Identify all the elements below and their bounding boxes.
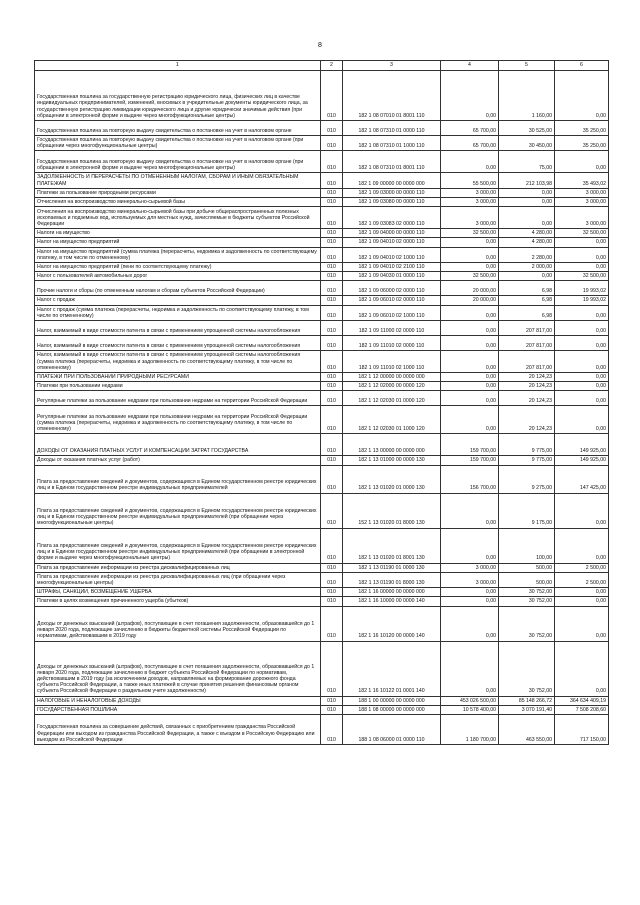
row-kbk: 182 1 09 04030 01 0000 110 — [343, 272, 441, 281]
row-kbk: 182 1 09 11000 02 0000 110 — [343, 321, 441, 336]
table-row — [35, 272, 609, 281]
row-name: Доходы от денежных взысканий (штрафов), поступающие в счет погашения задолженности, образовавшейся до 1 января 2020 года, подлежащие зачислению в бюджеты бюджетной системы Российской Федерации по нормативам, действовавшим в 2019 году — [35, 606, 321, 641]
row-fact: 1 160,00 — [499, 71, 555, 121]
col-header: 6 — [555, 61, 609, 71]
row-kbk: 182 1 09 04010 02 1000 110 — [343, 247, 441, 262]
row-rest: 0,00 — [555, 238, 609, 247]
col-header: 4 — [441, 61, 499, 71]
row-plan: 0,00 — [441, 71, 499, 121]
row-code: 010 — [321, 391, 343, 406]
row-kbk: 182 1 12 00000 00 0000 000 — [343, 373, 441, 382]
row-kbk: 188 1 08 00000 00 0000 000 — [343, 705, 441, 714]
row-name: Налог с продаж — [35, 296, 321, 305]
row-rest: 0,00 — [555, 382, 609, 391]
row-rest: 149 925,00 — [555, 434, 609, 456]
row-rest: 3 000,00 — [555, 207, 609, 229]
table-row — [35, 136, 609, 151]
row-fact: 0,00 — [499, 272, 555, 281]
row-plan: 3 000,00 — [441, 563, 499, 572]
row-rest: 0,00 — [555, 606, 609, 641]
row-plan: 0,00 — [441, 305, 499, 320]
row-fact: 0,00 — [499, 188, 555, 197]
row-code: 010 — [321, 434, 343, 456]
table-row — [35, 71, 609, 121]
row-kbk: 182 1 08 07010 01 8001 110 — [343, 71, 441, 121]
row-name: Налог с пользователей автомобильных дорог — [35, 272, 321, 281]
row-name: Государственная пошлина за повторную выдачу свидетельства о постановке на учет в налоговом органе (при обращении в электронной форме и выдаче через многофункциональные центры) — [35, 151, 321, 173]
row-rest: 0,00 — [555, 641, 609, 696]
row-plan: 156 700,00 — [441, 465, 499, 493]
row-kbk: 152 1 13 01020 01 8000 130 — [343, 493, 441, 528]
row-plan: 0,00 — [441, 641, 499, 696]
row-rest: 0,00 — [555, 406, 609, 434]
row-code: 010 — [321, 198, 343, 207]
row-rest: 0,00 — [555, 493, 609, 528]
row-name: Регулярные платежи за пользование недрами при пользовании недрами на территории Российской Федерации — [35, 391, 321, 406]
table-row — [35, 465, 609, 493]
row-rest: 0,00 — [555, 151, 609, 173]
row-name: Плата за предоставление сведений и документов, содержащихся в Едином государственном реестре юридических лиц и в Едином государственном реестре индивидуальных предпринимателей (при обращении через многофункциональные центры) — [35, 493, 321, 528]
row-fact: 4 280,00 — [499, 229, 555, 238]
row-code: 010 — [321, 121, 343, 136]
row-kbk: 182 1 16 10000 00 0000 140 — [343, 597, 441, 606]
table-row — [35, 321, 609, 336]
row-rest: 19 993,02 — [555, 296, 609, 305]
row-plan: 65 700,00 — [441, 121, 499, 136]
row-plan: 0,00 — [441, 263, 499, 272]
row-fact: 207 817,00 — [499, 336, 555, 351]
row-name: ЗАДОЛЖЕННОСТЬ И ПЕРЕРАСЧЕТЫ ПО ОТМЕНЕННЫМ НАЛОГАМ, СБОРАМ И ИНЫМ ОБЯЗАТЕЛЬНЫМ ПЛАТЕЖАМ — [35, 173, 321, 188]
row-kbk: 182 1 16 10122 01 0001 140 — [343, 641, 441, 696]
table-row — [35, 572, 609, 587]
row-plan: 0,00 — [441, 493, 499, 528]
row-kbk: 182 1 08 07310 01 8001 110 — [343, 151, 441, 173]
row-plan: 0,00 — [441, 382, 499, 391]
table-row — [35, 296, 609, 305]
row-kbk: 182 1 13 01020 01 8001 130 — [343, 528, 441, 563]
row-rest: 0,00 — [555, 528, 609, 563]
row-kbk: 182 1 09 04010 02 2100 110 — [343, 263, 441, 272]
row-plan: 0,00 — [441, 406, 499, 434]
row-plan: 0,00 — [441, 351, 499, 373]
row-fact: 4 280,00 — [499, 238, 555, 247]
row-code: 010 — [321, 207, 343, 229]
row-plan: 55 500,00 — [441, 173, 499, 188]
row-code: 010 — [321, 715, 343, 745]
row-plan: 32 500,00 — [441, 229, 499, 238]
table-row — [35, 305, 609, 320]
row-fact: 207 817,00 — [499, 351, 555, 373]
row-code: 010 — [321, 247, 343, 262]
row-kbk: 182 1 09 06010 02 1000 110 — [343, 305, 441, 320]
row-fact: 2 000,00 — [499, 263, 555, 272]
row-kbk: 182 1 16 10120 00 0000 140 — [343, 606, 441, 641]
row-rest: 0,00 — [555, 391, 609, 406]
row-rest: 2 500,00 — [555, 563, 609, 572]
row-fact: 6,98 — [499, 296, 555, 305]
row-plan: 0,00 — [441, 151, 499, 173]
row-kbk: 182 1 09 00000 00 0000 000 — [343, 173, 441, 188]
row-rest: 19 993,02 — [555, 281, 609, 296]
row-plan: 453 026 500,00 — [441, 696, 499, 705]
row-rest: 0,00 — [555, 71, 609, 121]
row-name: Отчисления на воспроизводство минерально-сырьевой базы — [35, 198, 321, 207]
row-plan: 0,00 — [441, 528, 499, 563]
row-fact: 75,00 — [499, 151, 555, 173]
row-name: Платежи в целях возмещения причиненного ущерба (убытков) — [35, 597, 321, 606]
row-kbk: 182 1 13 00000 00 0000 000 — [343, 434, 441, 456]
row-code: 010 — [321, 493, 343, 528]
row-rest: 2 500,00 — [555, 572, 609, 587]
row-fact: 463 550,00 — [499, 715, 555, 745]
row-rest: 717 150,00 — [555, 715, 609, 745]
row-code: 010 — [321, 151, 343, 173]
row-fact: 30 450,00 — [499, 136, 555, 151]
col-header: 5 — [499, 61, 555, 71]
row-name: ГОСУДАРСТВЕННАЯ ПОШЛИНА — [35, 705, 321, 714]
row-code: 010 — [321, 528, 343, 563]
row-rest: 0,00 — [555, 321, 609, 336]
row-code: 010 — [321, 705, 343, 714]
row-kbk: 188 1 08 06000 01 0000 110 — [343, 715, 441, 745]
row-name: Прочие налоги и сборы (по отмененным налогам и сборам субъектов Российской Федерации) — [35, 281, 321, 296]
row-fact: 20 124,23 — [499, 406, 555, 434]
row-fact: 30 752,00 — [499, 588, 555, 597]
table-row — [35, 528, 609, 563]
row-name: НАЛОГОВЫЕ И НЕНАЛОГОВЫЕ ДОХОДЫ — [35, 696, 321, 705]
row-code: 010 — [321, 572, 343, 587]
row-rest: 3 000,00 — [555, 198, 609, 207]
row-rest: 0,00 — [555, 305, 609, 320]
row-kbk: 182 1 09 04000 00 0000 110 — [343, 229, 441, 238]
row-rest: 0,00 — [555, 588, 609, 597]
row-fact: 500,00 — [499, 572, 555, 587]
row-code: 010 — [321, 272, 343, 281]
table-row — [35, 238, 609, 247]
row-code: 010 — [321, 296, 343, 305]
col-header: 2 — [321, 61, 343, 71]
row-plan: 0,00 — [441, 321, 499, 336]
row-fact: 212 103,98 — [499, 173, 555, 188]
header-row — [35, 61, 609, 71]
row-plan: 0,00 — [441, 597, 499, 606]
row-name: Налоги на имущество — [35, 229, 321, 238]
row-rest: 35 493,02 — [555, 173, 609, 188]
table-row — [35, 705, 609, 714]
row-code: 010 — [321, 71, 343, 121]
row-name: Государственная пошлина за повторную выдачу свидетельства о постановке на учет в налоговом органе (при обращении через многофункциональные центры) — [35, 136, 321, 151]
row-fact: 0,00 — [499, 207, 555, 229]
row-code: 010 — [321, 465, 343, 493]
row-plan: 0,00 — [441, 391, 499, 406]
row-name: Плата за предоставление сведений и документов, содержащихся в Едином государственном реестре юридических лиц и в Едином государственном реестре индивидуальных предпринимателей — [35, 465, 321, 493]
row-rest: 32 500,00 — [555, 272, 609, 281]
row-fact: 85 148 266,72 — [499, 696, 555, 705]
row-code: 010 — [321, 588, 343, 597]
row-name: Налог на имущество предприятий (сумма платежа (перерасчеты, недоимка и задолженность по соответствующему платежу, в том числе по отмененному) — [35, 247, 321, 262]
row-kbk: 182 1 09 03083 02 0000 110 — [343, 207, 441, 229]
table-row — [35, 588, 609, 597]
row-code: 010 — [321, 641, 343, 696]
row-fact: 3 070 191,40 — [499, 705, 555, 714]
table-row — [35, 373, 609, 382]
row-kbk: 182 1 16 00000 00 0000 000 — [343, 588, 441, 597]
page-number: 8 — [318, 42, 322, 49]
row-name: Государственная пошлина за государственную регистрацию юридического лица, физических лиц в качестве индивидуальных предпринимателей, изменений, вносимых в учредительные документы юридического лица, за государственную регистрацию ликвидации юридического лица и другие юридически значимые действия (при обращении в электронной форме и выдаче через многофункциональные центры) — [35, 71, 321, 121]
row-rest: 0,00 — [555, 597, 609, 606]
row-name: Регулярные платежи за пользование недрами при пользовании недрами на территории Российской Федерации (сумма платежа (перерасчеты, недоимка и задолженность по соответствующему платежу, в том числе по отмененному) — [35, 406, 321, 434]
table-row — [35, 188, 609, 197]
row-kbk: 182 1 12 02030 01 1000 120 — [343, 406, 441, 434]
row-rest: 364 634 409,19 — [555, 696, 609, 705]
row-name: Налог на имущество предприятий — [35, 238, 321, 247]
row-plan: 20 000,00 — [441, 296, 499, 305]
row-rest: 0,00 — [555, 336, 609, 351]
row-name: Налог на имущество предприятий (пени по соответствующему платежу) — [35, 263, 321, 272]
row-kbk: 182 1 12 02030 01 0000 120 — [343, 391, 441, 406]
row-fact: 20 124,23 — [499, 373, 555, 382]
row-fact: 2 280,00 — [499, 247, 555, 262]
row-kbk: 182 1 09 11010 02 1000 110 — [343, 351, 441, 373]
row-plan: 20 000,00 — [441, 281, 499, 296]
table-row — [35, 715, 609, 745]
table-row — [35, 493, 609, 528]
row-fact: 20 124,23 — [499, 382, 555, 391]
row-name: Доходы от оказания платных услуг (работ) — [35, 456, 321, 465]
row-rest: 35 250,00 — [555, 121, 609, 136]
row-plan: 0,00 — [441, 336, 499, 351]
row-code: 010 — [321, 696, 343, 705]
table-row — [35, 198, 609, 207]
row-rest: 147 425,00 — [555, 465, 609, 493]
row-code: 010 — [321, 173, 343, 188]
row-code: 010 — [321, 373, 343, 382]
row-fact: 9 175,00 — [499, 493, 555, 528]
row-fact: 20 124,23 — [499, 391, 555, 406]
row-rest: 0,00 — [555, 247, 609, 262]
row-name: Плата за предоставление сведений и документов, содержащихся в Едином государственном реестре юридических лиц и в Едином государственном реестре индивидуальных предпринимателей (при обращении в электронной форме и выдаче через многофункциональные центры) — [35, 528, 321, 563]
row-rest: 0,00 — [555, 351, 609, 373]
row-plan: 3 000,00 — [441, 207, 499, 229]
row-code: 010 — [321, 188, 343, 197]
row-kbk: 182 1 09 04010 02 0000 110 — [343, 238, 441, 247]
row-name: Государственная пошлина за совершение действий, связанных с приобретением гражданства Российской Федерации или выходом из гражданства Российской Федерации, а также с въездом в Российскую Федерацию или выездом из Российской Федерации — [35, 715, 321, 745]
row-name: ПЛАТЕЖИ ПРИ ПОЛЬЗОВАНИИ ПРИРОДНЫМИ РЕСУРСАМИ — [35, 373, 321, 382]
table-row — [35, 281, 609, 296]
row-kbk: 182 1 09 03000 00 0000 110 — [343, 188, 441, 197]
table-row — [35, 456, 609, 465]
row-code: 010 — [321, 606, 343, 641]
row-rest: 35 250,00 — [555, 136, 609, 151]
row-name: Платежи за пользование природными ресурсами — [35, 188, 321, 197]
table-row — [35, 406, 609, 434]
row-name: Доходы от денежных взысканий (штрафов), поступающие в счет погашения задолженности, образовавшейся до 1 января 2020 года, подлежащие зачислению в бюджет субъекта Российской Федерации по нормативам, действовавшим в 2019 году (за исключением доходов, направляемых на формирование дорожного фонда субъекта Российской Федерации, а также иных платежей в случае принятия решения финансовым органом субъекта Российской Федерации о раздельном учете задолженности) — [35, 641, 321, 696]
row-code: 010 — [321, 321, 343, 336]
table-row — [35, 247, 609, 262]
row-code: 010 — [321, 238, 343, 247]
row-kbk: 182 1 09 11010 02 0000 110 — [343, 336, 441, 351]
row-name: Платежи при пользовании недрами — [35, 382, 321, 391]
row-plan: 1 180 700,00 — [441, 715, 499, 745]
table-row — [35, 434, 609, 456]
row-plan: 0,00 — [441, 238, 499, 247]
row-code: 010 — [321, 305, 343, 320]
row-code: 010 — [321, 281, 343, 296]
row-plan: 3 000,00 — [441, 188, 499, 197]
row-name: ШТРАФЫ, САНКЦИИ, ВОЗМЕЩЕНИЕ УЩЕРБА — [35, 588, 321, 597]
table-row — [35, 263, 609, 272]
row-plan: 65 700,00 — [441, 136, 499, 151]
row-kbk: 182 1 13 01190 01 0000 130 — [343, 563, 441, 572]
row-kbk: 188 1 00 00000 00 0000 000 — [343, 696, 441, 705]
row-name: Плата за предоставление информации из реестра дисквалифицированных лиц (при обращении через многофункциональные центры) — [35, 572, 321, 587]
row-name: Плата за предоставление информации из реестра дисквалифицированных лиц — [35, 563, 321, 572]
row-kbk: 182 1 13 01020 01 0000 130 — [343, 465, 441, 493]
table-row — [35, 606, 609, 641]
table-row — [35, 229, 609, 238]
row-code: 010 — [321, 382, 343, 391]
row-rest: 0,00 — [555, 373, 609, 382]
table-row — [35, 382, 609, 391]
row-rest: 32 500,00 — [555, 229, 609, 238]
row-plan: 10 578 400,00 — [441, 705, 499, 714]
row-rest: 7 508 208,60 — [555, 705, 609, 714]
table-row — [35, 597, 609, 606]
row-name: Налог с продаж (сумма платежа (перерасчеты, недоимка и задолженность по соответствующему платежу, в том числе по отмененному) — [35, 305, 321, 320]
row-code: 010 — [321, 351, 343, 373]
row-plan: 0,00 — [441, 373, 499, 382]
row-name: Налог, взимаемый в виде стоимости патента в связи с применением упрощенной системы налогообложения — [35, 336, 321, 351]
col-header: 3 — [343, 61, 441, 71]
row-code: 010 — [321, 336, 343, 351]
row-name: Налог, взимаемый в виде стоимости патента в связи с применением упрощенной системы налогообложения — [35, 321, 321, 336]
row-plan: 3 000,00 — [441, 198, 499, 207]
row-plan: 3 000,00 — [441, 572, 499, 587]
row-plan: 0,00 — [441, 588, 499, 597]
row-plan: 0,00 — [441, 247, 499, 262]
row-name: Налог, взимаемый в виде стоимости патента в связи с применением упрощенной системы налогообложения (сумма платежа (перерасчеты, недоимка и задолженность по соответствующему платежу, в том числе по отмененному) — [35, 351, 321, 373]
row-kbk: 182 1 09 06000 02 0000 110 — [343, 281, 441, 296]
row-code: 010 — [321, 136, 343, 151]
row-kbk: 182 1 08 07310 01 0000 110 — [343, 121, 441, 136]
row-rest: 149 925,00 — [555, 456, 609, 465]
row-plan: 159 700,00 — [441, 434, 499, 456]
row-fact: 6,98 — [499, 305, 555, 320]
row-plan: 32 500,00 — [441, 272, 499, 281]
table-row — [35, 336, 609, 351]
col-header: 1 — [35, 61, 321, 71]
row-fact: 30 752,00 — [499, 597, 555, 606]
row-kbk: 182 1 09 06010 02 0000 110 — [343, 296, 441, 305]
row-fact: 9 775,00 — [499, 434, 555, 456]
table-row — [35, 173, 609, 188]
row-plan: 0,00 — [441, 606, 499, 641]
table-row — [35, 696, 609, 705]
table-row — [35, 351, 609, 373]
row-fact: 6,98 — [499, 281, 555, 296]
row-rest: 0,00 — [555, 263, 609, 272]
row-kbk: 182 1 12 02000 00 0000 120 — [343, 382, 441, 391]
row-code: 010 — [321, 597, 343, 606]
row-fact: 0,00 — [499, 198, 555, 207]
row-name: ДОХОДЫ ОТ ОКАЗАНИЯ ПЛАТНЫХ УСЛУГ И КОМПЕНСАЦИИ ЗАТРАТ ГОСУДАРСТВА — [35, 434, 321, 456]
table-row — [35, 391, 609, 406]
row-kbk: 182 1 08 07310 01 1000 110 — [343, 136, 441, 151]
row-name: Государственная пошлина за повторную выдачу свидетельства о постановке на учет в налоговом органе — [35, 121, 321, 136]
table-body — [35, 71, 609, 745]
row-code: 010 — [321, 456, 343, 465]
row-fact: 30 752,00 — [499, 641, 555, 696]
row-fact: 30 525,00 — [499, 121, 555, 136]
row-name: Отчисления на воспроизводство минерально-сырьевой базы при добыче общераспространенных полезных ископаемых и подземных вод, используемых для местных нужд, зачисляемые в бюджеты субъектов Российской Федерации — [35, 207, 321, 229]
row-code: 010 — [321, 563, 343, 572]
row-kbk: 182 1 13 01190 01 8000 130 — [343, 572, 441, 587]
table-row — [35, 207, 609, 229]
row-fact: 9 275,00 — [499, 465, 555, 493]
row-code: 010 — [321, 406, 343, 434]
row-kbk: 182 1 13 01000 00 0000 130 — [343, 456, 441, 465]
table-row — [35, 151, 609, 173]
row-plan: 159 700,00 — [441, 456, 499, 465]
table-row — [35, 641, 609, 696]
table-row — [35, 563, 609, 572]
row-fact: 207 817,00 — [499, 321, 555, 336]
row-fact: 500,00 — [499, 563, 555, 572]
row-code: 010 — [321, 229, 343, 238]
row-fact: 100,00 — [499, 528, 555, 563]
row-fact: 30 752,00 — [499, 606, 555, 641]
row-fact: 9 775,00 — [499, 456, 555, 465]
table-row — [35, 121, 609, 136]
row-code: 010 — [321, 263, 343, 272]
row-kbk: 182 1 09 03080 00 0000 110 — [343, 198, 441, 207]
row-rest: 3 000,00 — [555, 188, 609, 197]
income-table — [34, 60, 609, 745]
